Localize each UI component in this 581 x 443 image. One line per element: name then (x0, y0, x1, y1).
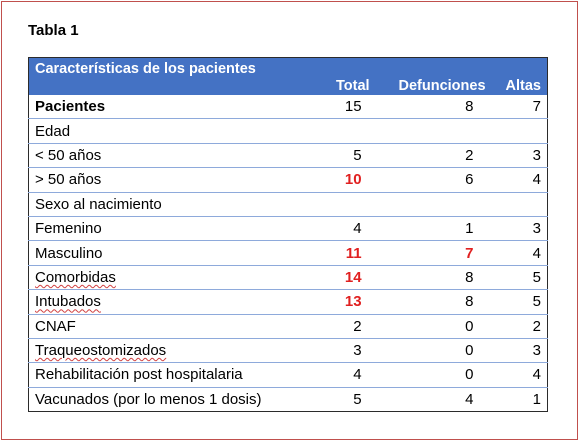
row-total (318, 192, 380, 216)
row-label (29, 168, 318, 192)
row-altas-text: 4 (532, 244, 541, 262)
table-row (29, 314, 548, 338)
row-altas (492, 314, 548, 338)
row-label-text: CNAF (35, 317, 76, 335)
row-label (29, 363, 318, 387)
row-defunciones-text: 8 (465, 293, 474, 311)
table-row (29, 192, 548, 216)
row-altas-text: 2 (532, 317, 541, 335)
row-total-text: 5 (353, 146, 362, 164)
row-label-text: Edad (35, 122, 71, 140)
row-altas (492, 290, 548, 314)
row-label-text: > 50 años (35, 171, 102, 189)
row-label-text: Rehabilitación post hospitalaria (35, 366, 243, 384)
row-altas-text: 1 (532, 390, 541, 408)
row-label-text: Intubados (35, 293, 101, 311)
row-defunciones-text: 8 (465, 97, 474, 115)
row-altas (492, 119, 548, 143)
row-label-text: Masculino (35, 244, 103, 262)
row-altas (492, 192, 548, 216)
row-total (318, 338, 380, 362)
row-total-text: 10 (344, 171, 362, 189)
row-total (318, 363, 380, 387)
table-row (29, 168, 548, 192)
row-total-text: 4 (353, 220, 362, 238)
row-total (318, 95, 380, 119)
row-defunciones (380, 314, 492, 338)
table-row (29, 363, 548, 387)
table-row (29, 265, 548, 289)
row-altas (492, 363, 548, 387)
row-label (29, 338, 318, 362)
row-label (29, 314, 318, 338)
header-altas: Altas (492, 58, 548, 95)
table-row (29, 338, 548, 362)
row-total (318, 387, 380, 411)
row-defunciones-text: 0 (465, 317, 474, 335)
row-altas (492, 95, 548, 119)
table-row (29, 387, 548, 411)
row-total-text: 5 (353, 390, 362, 408)
row-defunciones (380, 216, 492, 240)
header-total: Total (318, 58, 380, 95)
row-label-text: Comorbidas (35, 268, 116, 286)
row-altas (492, 241, 548, 265)
row-total (318, 241, 380, 265)
header-characteristics: Características de los pacientes (29, 58, 318, 95)
row-label (29, 216, 318, 240)
row-altas-text: 4 (532, 366, 541, 384)
row-altas-text: 7 (532, 97, 541, 115)
row-defunciones-text: 2 (465, 146, 474, 164)
row-altas-text: 3 (532, 146, 541, 164)
row-total (318, 314, 380, 338)
row-defunciones (380, 387, 492, 411)
row-label (29, 387, 318, 411)
row-altas-text: 4 (532, 171, 541, 189)
row-altas-text: 3 (532, 220, 541, 238)
row-defunciones-text: 0 (465, 366, 474, 384)
row-total (318, 119, 380, 143)
table-header-row (29, 58, 548, 95)
row-label (29, 265, 318, 289)
row-label-text: < 50 años (35, 146, 102, 164)
table-row (29, 241, 548, 265)
table-row (29, 216, 548, 240)
row-total-text: 15 (344, 97, 362, 115)
table-row (29, 95, 548, 119)
row-altas-text: 5 (532, 268, 541, 286)
row-defunciones (380, 119, 492, 143)
row-label-text: Traqueostomizados (35, 342, 167, 360)
row-label (29, 241, 318, 265)
row-total (318, 143, 380, 167)
table-row (29, 119, 548, 143)
row-defunciones (380, 192, 492, 216)
row-defunciones-text: 4 (465, 390, 474, 408)
row-total-text: 2 (353, 317, 362, 335)
row-altas-text: 5 (532, 293, 541, 311)
row-total-text: 3 (353, 342, 362, 360)
patients-table (28, 57, 548, 412)
row-defunciones-text: 0 (465, 342, 474, 360)
row-total-text: 13 (344, 293, 362, 311)
table-caption: Tabla 1 (28, 22, 79, 39)
row-label (29, 119, 318, 143)
row-label-text: Pacientes (35, 97, 106, 115)
row-total (318, 216, 380, 240)
row-defunciones (380, 290, 492, 314)
row-defunciones (380, 95, 492, 119)
row-defunciones (380, 265, 492, 289)
row-defunciones-text: 7 (465, 244, 474, 262)
row-altas (492, 265, 548, 289)
row-label (29, 192, 318, 216)
row-defunciones-text: 8 (465, 268, 474, 286)
row-defunciones (380, 363, 492, 387)
row-defunciones (380, 338, 492, 362)
table-row (29, 143, 548, 167)
row-altas (492, 143, 548, 167)
row-total (318, 290, 380, 314)
row-label-text: Vacunados (por lo menos 1 dosis) (35, 390, 262, 408)
row-total-text: 4 (353, 366, 362, 384)
header-defunciones: Defunciones (380, 58, 492, 95)
row-label (29, 143, 318, 167)
row-total (318, 168, 380, 192)
row-altas (492, 387, 548, 411)
row-defunciones (380, 143, 492, 167)
row-defunciones (380, 241, 492, 265)
row-defunciones (380, 168, 492, 192)
row-altas (492, 216, 548, 240)
row-total-text: 11 (345, 244, 362, 262)
row-label (29, 290, 318, 314)
row-defunciones-text: 1 (465, 220, 474, 238)
row-total (318, 265, 380, 289)
table-row (29, 290, 548, 314)
row-altas-text: 3 (532, 342, 541, 360)
row-label-text: Femenino (35, 220, 102, 238)
row-label-text: Sexo al nacimiento (35, 195, 162, 213)
row-altas (492, 338, 548, 362)
row-label (29, 95, 318, 119)
row-total-text: 14 (344, 268, 362, 286)
row-altas (492, 168, 548, 192)
row-defunciones-text: 6 (465, 171, 474, 189)
